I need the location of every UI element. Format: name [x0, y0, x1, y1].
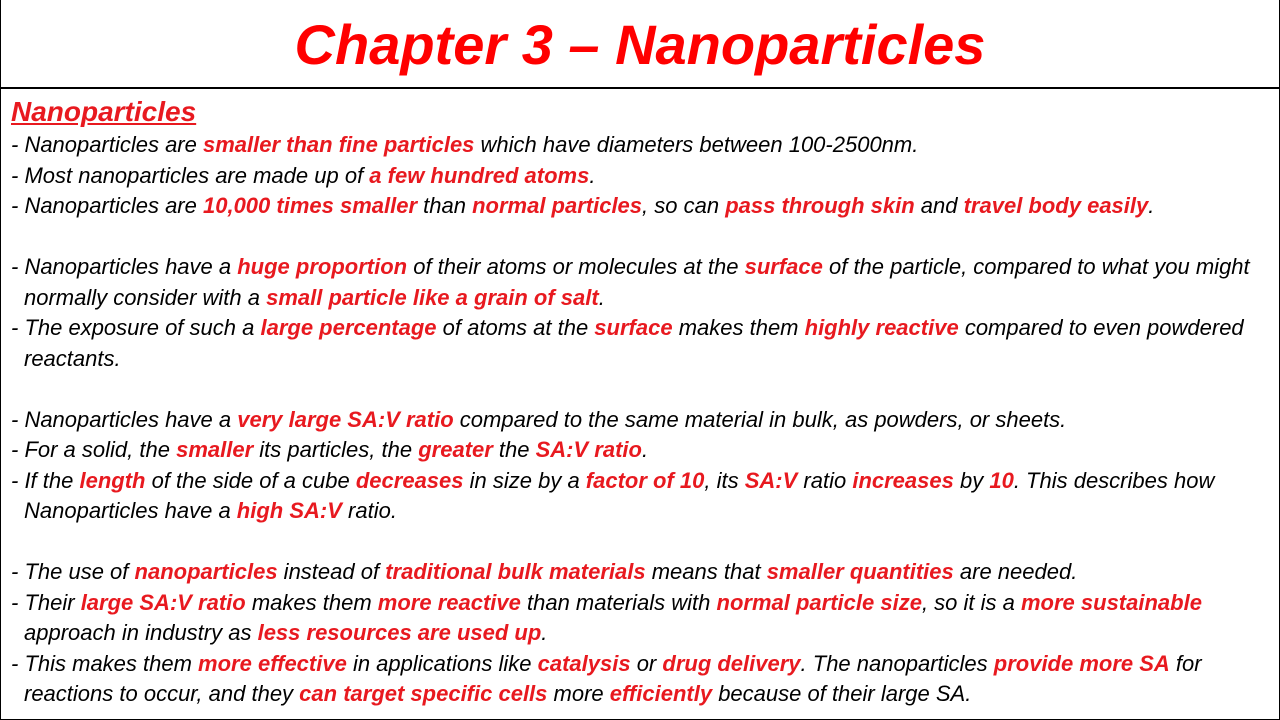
bullet-text: - This makes them [11, 650, 199, 676]
bullet-text: - Nanoparticles are [11, 132, 203, 157]
highlighted-term: SA:V [744, 467, 798, 493]
highlighted-term: huge proportion [237, 254, 408, 279]
highlighted-term: length [79, 467, 146, 493]
title-bar [1, 0, 1279, 89]
slide-title: Chapter 3 – Nanoparticles [294, 12, 986, 76]
bullet-text: - Nanoparticles have a [11, 406, 238, 432]
bullet-point [11, 191, 1271, 222]
highlighted-term: high SA:V [236, 498, 342, 523]
bullet-text: - The use of [11, 559, 135, 584]
highlighted-term: more reactive [377, 589, 521, 615]
bullet-text: by [953, 467, 990, 493]
bullet-text: , its [704, 467, 745, 493]
highlighted-term: a few hundred atoms [369, 162, 590, 188]
bullet-text: ratio [797, 467, 853, 493]
highlighted-term: traditional bulk materials [385, 559, 646, 584]
bullet-text: in size by a [463, 467, 586, 493]
highlighted-term: SA:V ratio [535, 437, 642, 462]
section-heading: Nanoparticles [11, 96, 197, 127]
bullet-text: - For a solid, the [11, 437, 177, 462]
highlighted-term: normal particles [472, 193, 643, 218]
highlighted-term: 10,000 times smaller [202, 193, 418, 218]
highlighted-term: more effective [198, 650, 347, 676]
highlighted-term: provide more SA [993, 650, 1170, 676]
bullet-list [11, 130, 1271, 710]
bullet-text: instead of [277, 559, 386, 584]
bullet-text: - Nanoparticles have a [11, 254, 238, 279]
bullet-text: for reactions to occur, and they [24, 650, 1208, 706]
bullet-text: and [914, 193, 964, 218]
bullet-text: . [589, 162, 596, 188]
bullet-text: makes them [672, 315, 805, 340]
slide-content [11, 94, 1271, 710]
highlighted-term: can target specific cells [299, 681, 548, 706]
bullet-text: . [641, 437, 649, 462]
highlighted-term: small particle like a grain of salt [266, 284, 599, 310]
bullet-text: of atoms at the [436, 315, 595, 340]
bullet-text: - Their [11, 589, 81, 615]
highlighted-term: smaller [176, 437, 254, 462]
bullet-text: than [417, 193, 473, 218]
highlighted-term: highly reactive [804, 315, 959, 340]
bullet-point [11, 252, 1271, 313]
bullet-text: compared to the same material in bulk, as powders, or sheets. [453, 406, 1067, 432]
highlighted-term: large SA:V ratio [80, 589, 246, 615]
highlighted-term: increases [852, 467, 954, 493]
highlighted-term: smaller quantities [766, 559, 954, 584]
bullet-text: - The exposure of such a [11, 315, 261, 340]
highlighted-term: nanoparticles [134, 559, 278, 584]
bullet-point [11, 557, 1271, 588]
highlighted-term: pass through skin [725, 193, 915, 218]
bullet-text: makes them [245, 589, 378, 615]
bullet-text: more [547, 681, 610, 706]
bullet-point [11, 649, 1271, 710]
bullet-text: - If the [11, 467, 80, 493]
bullet-point [11, 313, 1271, 374]
bullet-text: of their atoms or molecules at the [407, 254, 745, 279]
highlighted-term: surface [744, 254, 823, 279]
bullet-point [11, 466, 1271, 527]
bullet-text: in applications like [346, 650, 538, 676]
highlighted-term: travel body easily [963, 193, 1149, 218]
bullet-text: - Most nanoparticles are made up of [11, 162, 370, 188]
bullet-text: ratio. [341, 498, 397, 523]
bullet-text: , so it is a [921, 589, 1021, 615]
bullet-point [11, 130, 1271, 161]
bullet-text: . The nanoparticles [800, 650, 994, 676]
highlighted-term: factor of 10 [585, 467, 705, 493]
highlighted-term: normal particle size [716, 589, 922, 615]
highlighted-term: smaller than fine particles [202, 132, 475, 157]
bullet-point [11, 405, 1271, 436]
highlighted-term: 10 [989, 467, 1014, 493]
highlighted-term: more sustainable [1020, 589, 1202, 615]
bullet-text: of the side of a cube [145, 467, 356, 493]
highlighted-term: catalysis [537, 650, 631, 676]
bullet-text: . [541, 620, 548, 645]
bullet-text: compared to even powdered reactants. [24, 315, 1250, 371]
bullet-text: are needed. [953, 559, 1078, 584]
highlighted-term: decreases [355, 467, 464, 493]
bullet-point [11, 161, 1271, 192]
bullet-text: of the particle, compared to what you might normally consider with a [24, 254, 1256, 310]
bullet-text: the [492, 437, 536, 462]
bullet-text: means that [645, 559, 767, 584]
bullet-text: , so can [642, 193, 726, 218]
bullet-text: than materials with [520, 589, 717, 615]
highlighted-term: drug delivery [662, 650, 801, 676]
bullet-text: . This describes how Nanoparticles have a [24, 467, 1221, 523]
highlighted-term: efficiently [609, 681, 713, 706]
highlighted-term: greater [418, 437, 493, 462]
bullet-text: - Nanoparticles are [11, 193, 203, 218]
highlighted-term: very large SA:V ratio [237, 406, 454, 432]
highlighted-term: less resources are used up [257, 620, 542, 645]
bullet-text: because of their large SA. [712, 681, 972, 706]
highlighted-term: large percentage [260, 315, 437, 340]
bullet-text: or [630, 650, 663, 676]
bullet-text: approach in industry as [24, 589, 1209, 645]
bullet-text: . [598, 284, 605, 310]
bullet-point [11, 588, 1271, 649]
bullet-text: which have diameters between 100-2500nm. [474, 132, 919, 157]
bullet-text: . [1148, 193, 1155, 218]
bullet-point [11, 435, 1271, 466]
bullet-text: its particles, the [253, 437, 419, 462]
highlighted-term: surface [594, 315, 673, 340]
